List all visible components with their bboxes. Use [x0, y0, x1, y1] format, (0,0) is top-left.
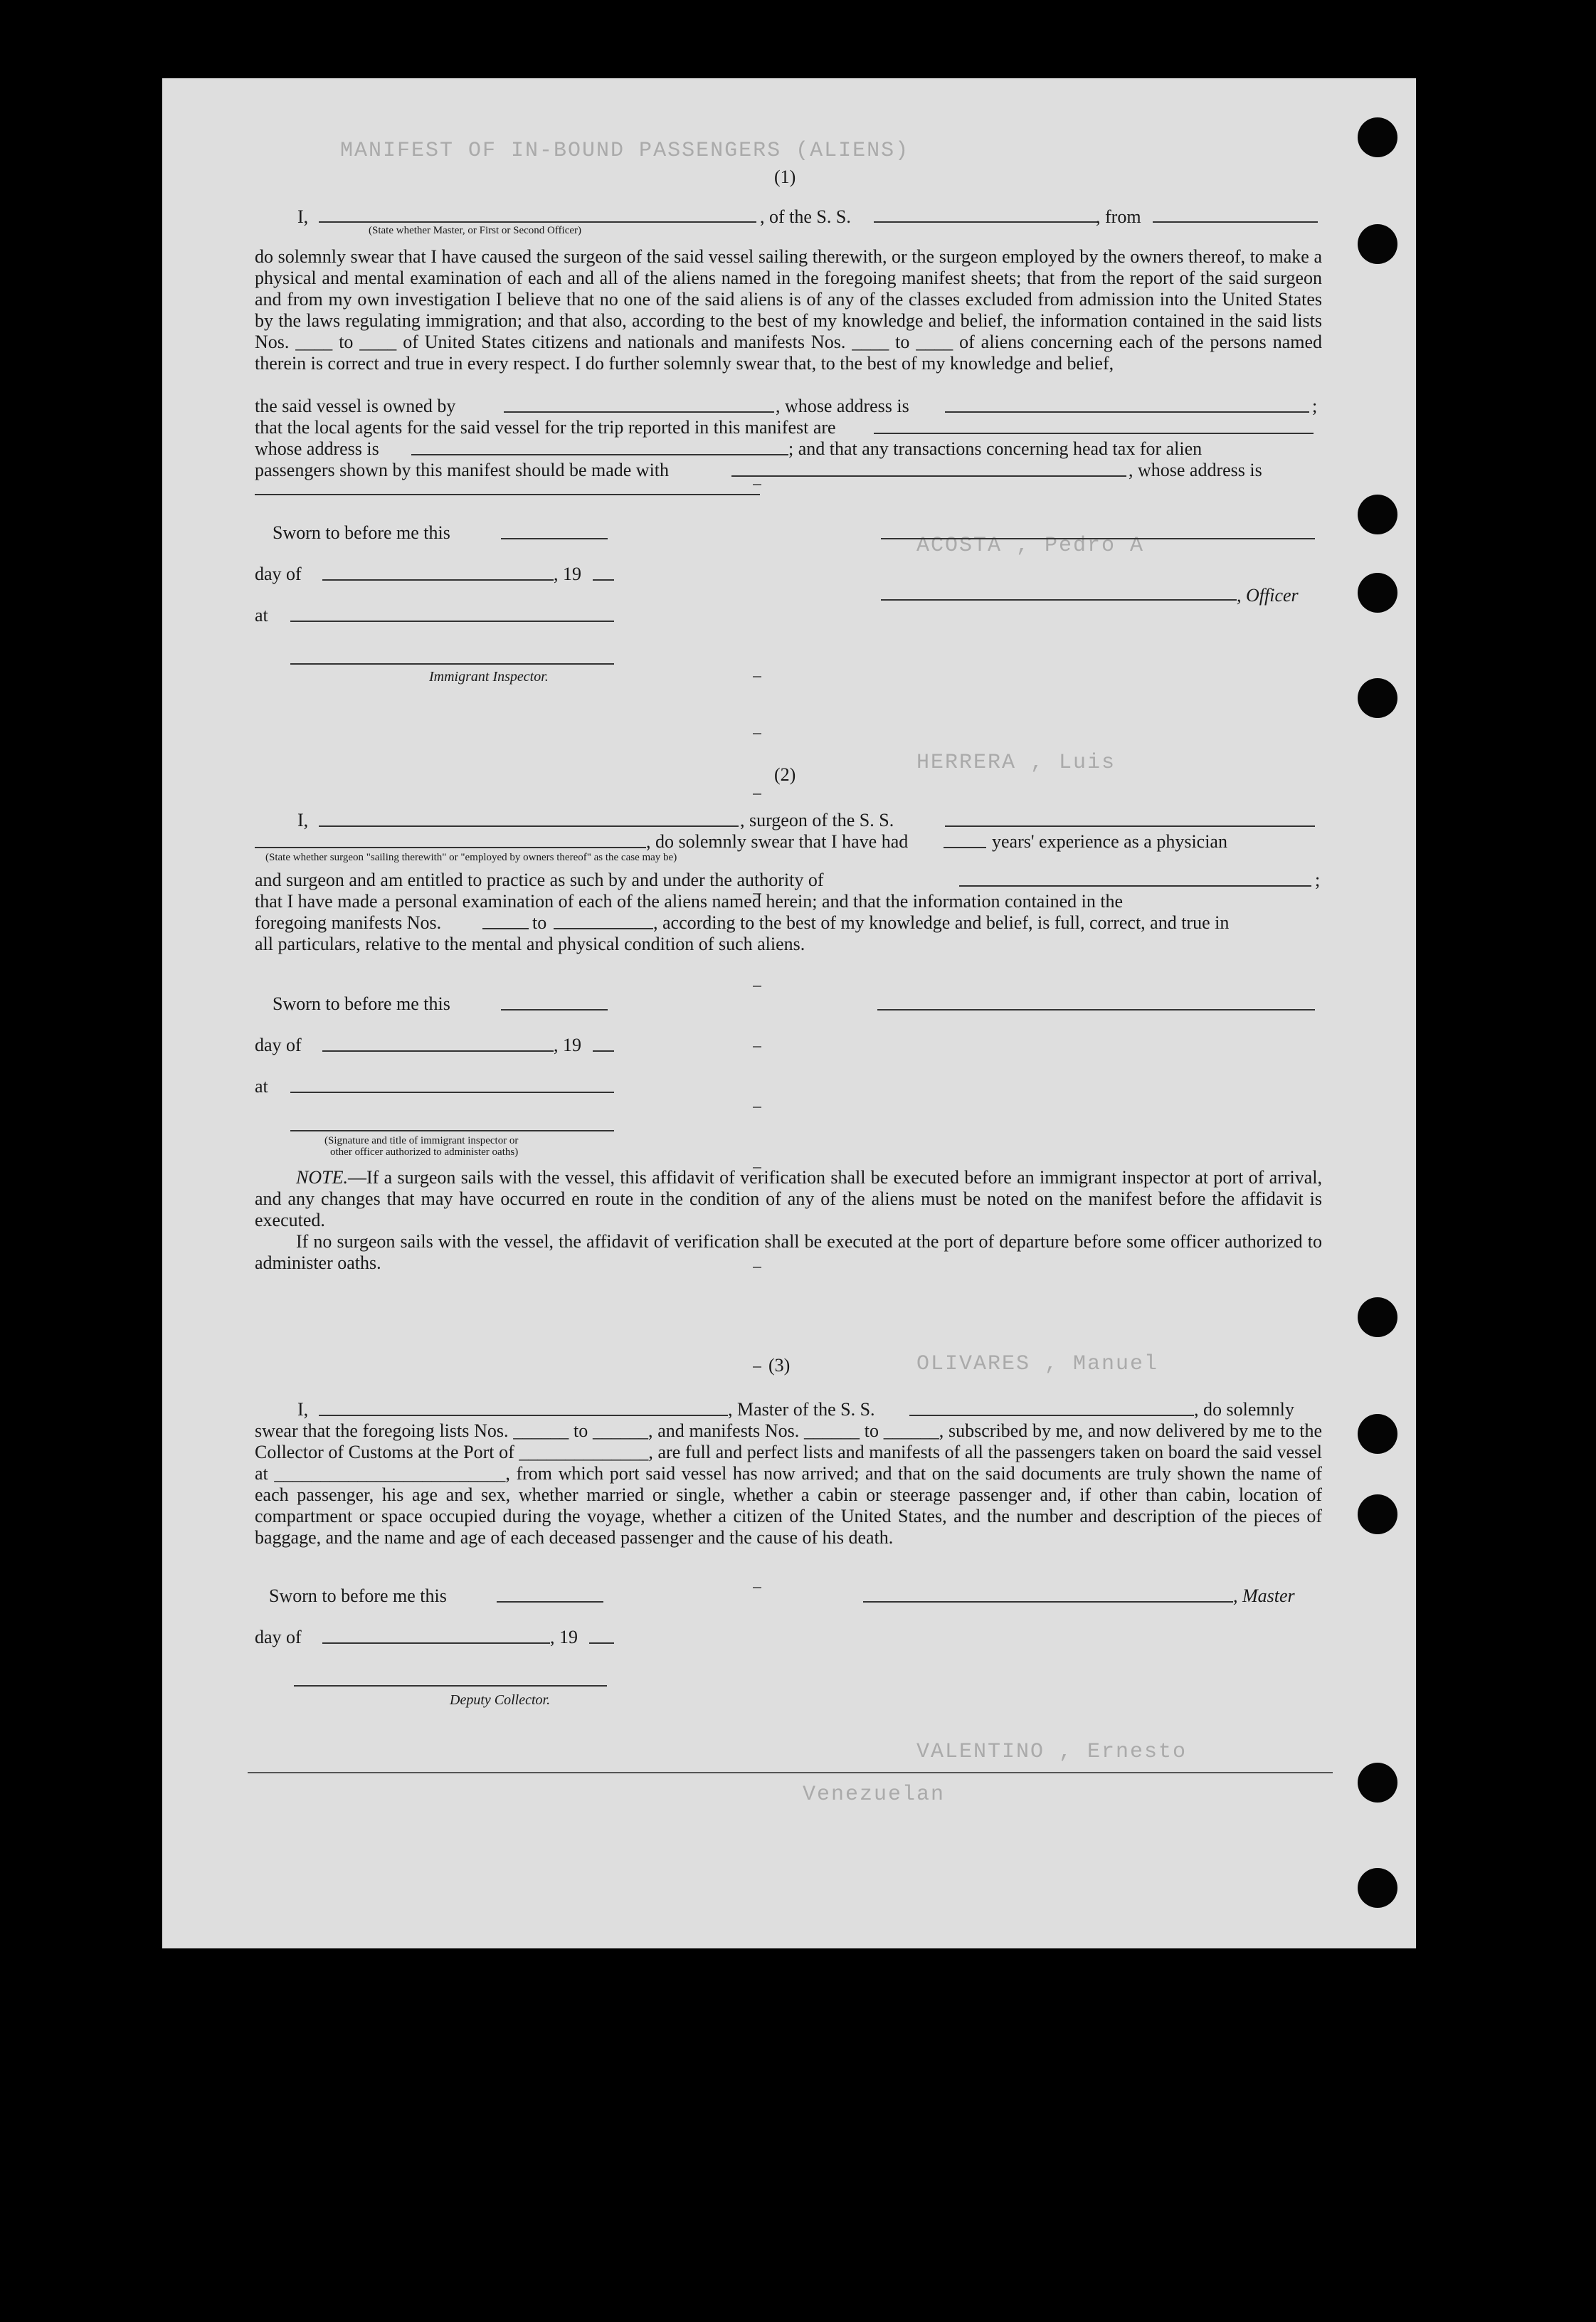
sworn-date-field[interactable] [501, 538, 608, 539]
section-3-oath-text: swear that the foregoing lists Nos. ______ to ______, and manifests Nos. ______ to ______, subscribed by me, and now delivered by me to the Collector of Customs at the Port of ______________, are full and perfect lists and manifests of all the passengers taken on board the said vessel at _________________________, from which port said vessel has now arrived; and that on the said documents are truly shown the name of each passenger, his age and sex, whether married or single, whether a cabin or steerage passenger and, if other than cabin, location of compartment or space occupied during the voyage, whether a citizen of the United States, and the number and description of the pieces of baggage, and the name and age of each deceased passenger and the cause of his death. [255, 1420, 1322, 1548]
practice-authority-label: and surgeon and am entitled to practice as such by and under the authority of [255, 870, 824, 890]
surgeon-signature-field[interactable] [877, 1009, 1315, 1010]
master-of-label: , Master of the S. S. [728, 1399, 875, 1420]
section-1-i: I, [297, 206, 309, 227]
bleed-through-text: OLIVARES , Manuel [916, 1352, 1159, 1376]
whose-address-end-label: , whose address is [1129, 460, 1262, 480]
vessel-name-field[interactable] [874, 221, 1098, 223]
at-label-2: at [255, 1076, 268, 1097]
bleed-through-text: HERRERA , Luis [916, 751, 1116, 775]
head-tax-text: ; and that any transactions concerning head tax for alien [788, 438, 1203, 459]
day-of-field-2[interactable] [322, 1050, 554, 1052]
at-place-field-2[interactable] [290, 1092, 614, 1093]
passengers-label: passengers shown by this manifest should be made with [255, 460, 670, 480]
year-field[interactable] [593, 579, 614, 581]
sworn-date-field-2[interactable] [501, 1009, 608, 1010]
sworn-label: Sworn to before me this [273, 522, 450, 543]
of-ss-label: , of the S. S. [760, 206, 851, 227]
bottom-rule [248, 1772, 1333, 1773]
sworn-label-2: Sworn to before me this [273, 993, 450, 1014]
punch-hole [1358, 117, 1397, 157]
inspector-label: Immigrant Inspector. [429, 669, 549, 685]
deputy-collector-label: Deputy Collector. [450, 1692, 551, 1708]
punch-hole [1358, 1763, 1397, 1803]
sworn-label-3: Sworn to before me this [269, 1585, 447, 1606]
sworn-date-field-3[interactable] [497, 1601, 603, 1603]
officer-name-field[interactable] [319, 221, 756, 223]
punch-hole [1358, 1297, 1397, 1337]
years-experience-field[interactable] [944, 847, 986, 848]
owned-by-label: the said vessel is owned by [255, 396, 456, 416]
master-name-field[interactable] [319, 1415, 728, 1416]
punch-hole [1358, 224, 1397, 264]
day-of-field[interactable] [322, 579, 554, 581]
agents-address-field[interactable] [411, 454, 788, 455]
solemnly-swear-label: , do solemnly swear that I have had [646, 831, 909, 852]
bleed-through-text: ACOSTA , Pedro A [916, 534, 1145, 558]
punch-hole [1358, 573, 1397, 613]
at-place-field[interactable] [290, 621, 614, 622]
year-field-3[interactable] [589, 1642, 614, 1644]
surgeon-of-label: , surgeon of the S. S. [740, 810, 894, 830]
punch-hole [1358, 1494, 1397, 1534]
day-of-label-2: day of [255, 1035, 302, 1055]
examination-text: that I have made a personal examination of each of the aliens named herein; and that the information contained in the [255, 891, 1124, 912]
practice-authority-field[interactable] [959, 885, 1311, 887]
owner-address-field[interactable] [945, 411, 1309, 413]
from-port-field[interactable] [1153, 221, 1318, 223]
verification-note-2: If no surgeon sails with the vessel, the affidavit of verification shall be executed at the port of departure before some officer authorized to administer oaths. [255, 1231, 1322, 1273]
authorized-signature-field[interactable] [290, 1130, 614, 1131]
surgeon-name-field[interactable] [319, 825, 739, 827]
section-2-i: I, [297, 810, 309, 830]
owner-field[interactable] [504, 411, 774, 413]
bleed-through-text: VALENTINO , Ernesto [916, 1740, 1188, 1764]
master-vessel-field[interactable] [909, 1415, 1194, 1416]
signature-note-1: (Signature and title of immigrant inspector or [324, 1135, 519, 1146]
surgeon-status-note: (State whether surgeon "sailing therewith" or "employed by owners thereof" as the case may be) [265, 852, 677, 863]
punch-hole [1358, 678, 1397, 718]
master-label: , Master [1233, 1585, 1295, 1606]
section-3-number: (3) [768, 1355, 791, 1376]
local-agents-label: that the local agents for the said vessel for the trip reported in this manifest are [255, 417, 836, 438]
year-label-3: , 19 [550, 1627, 578, 1647]
particulars-text: all particulars, relative to the mental and physical condition of such aliens. [255, 934, 805, 954]
owner-address-label: , whose address is [776, 396, 909, 416]
note-text-1: —If a surgeon sails with the vessel, this affidavit of verification shall be executed before an immigrant inspector at port of arrival, and any changes that may have occurred en route in the condition of any of the aliens must be noted on the manifest before the affidavit is executed. [255, 1167, 1322, 1230]
officer-signature-field[interactable] [881, 538, 1315, 539]
officer-rank-note: (State whether Master, or First or Second Officer) [369, 225, 582, 236]
manifest-page: MANIFEST OF IN-BOUND PASSENGERS (ALIENS) ACOSTA , Pedro A HERRERA , Luis OLIVARES , Manuel VALENTINO , Ernesto Venezuelan (1) I, , of the S. S. , from (State whether Master, or First or Second Officer) do solemnly swear that I have caused the surgeon of the said vessel sailing therewith, or the surgeon employed by the owners thereof, to make a physical and mental examination of each and all of the aliens named in the foregoing manifest sheets; that from the report of the said surgeon and from my own investigation I believe that no one of the said aliens is of any of the classes excluded from admission into the United States by the laws regulating immigration; and that also, according to the best of my knowledge and belief, the information contained in the said lists Nos. ____ to ____ of United States citizens and nationals and manifests Nos. ____ to ____ of aliens concerning each of the persons named therein is correct and true in every respect. I do further solemnly swear that, to the best of my knowledge and belief, the said vessel is owned by , whose address is ; that the local agents for the said vessel for the trip reported in this manifest are whose address is ; and that any transactions concerning head tax for alien passengers shown by this manifest should be made with , whose address is Sworn to before me this day of , 19 , Officer at Immigrant Inspector. (2) I, , surgeon of the S. S. , do solemnly swear that I have had years' experience as a physician (State whether surgeon "sailing therewith" or "employed by owners thereof" as the case may be) and surgeon and am entitled to practice as such by and under the authority of ; that I have made a personal examination of each of the aliens named herein; and that the information contained in the foregoing manifests Nos. to , according to the best of my knowledge and belief, is full, correct, and true in all particulars, relative to the mental and physical condition of such aliens. Sworn to before me this day of , 19 at (Signature and title of immigrant inspector or other officer authorized to administer oaths) NOTE.—If a surgeon sails with the vessel, this affidavit of verification shall be executed before an immigrant inspector at port of arrival, and any changes that may have occurred en route in the condition of any of the aliens must be noted on the manifest before the affidavit is executed. If no surgeon sails with the vessel, the affidavit of verification shall be executed at the port of departure before some officer authorized to administer oaths. (3) I, , Master of the S. S. , do solemnly swear that the foregoing lists Nos. ______ to ______, and manifests Nos. ______ to ______, subscribed by me, and now delivered by me to the Collector of Customs at the Port of ______________, are full and perfect lists and manifests of all the passengers taken on board the said vessel at _________________________, from which port said vessel has now arrived; and that on the said documents are truly shown the name of each passenger, his age and sex, whether married or single, whether a cabin or steerage passenger and, if other than cabin, location of compartment or space occupied during the voyage, whether a citizen of the United States, and the number and description of the pieces of baggage, and the name and age of each deceased passenger and the cause of his death. Sworn to before me this , Master day of , 19 Deputy Collector. [162, 78, 1416, 1948]
year-field-2[interactable] [593, 1050, 614, 1052]
officer-label: , Officer [1237, 585, 1299, 606]
section-3-i: I, [297, 1399, 309, 1420]
day-of-label-3: day of [255, 1627, 302, 1647]
local-agents-field[interactable] [874, 433, 1314, 434]
surgeon-vessel-field[interactable] [945, 825, 1315, 827]
years-experience-label: years' experience as a physician [992, 831, 1227, 852]
knowledge-text: , according to the best of my knowledge and belief, is full, correct, and true in [653, 912, 1230, 933]
from-label: , from [1096, 206, 1141, 227]
section-1-oath-text: do solemnly swear that I have caused the surgeon of the said vessel sailing therewith, or the surgeon employed by the owners thereof, to make a physical and mental examination of each and all of the aliens named in the foregoing manifest sheets; that from the report of the said surgeon and from my own investigation I believe that no one of the said aliens is of any of the classes excluded from admission into the United States by the laws regulating immigration; and that also, according to the best of my knowledge and belief, the information contained in the said lists Nos. ____ to ____ of United States citizens and nationals and manifests Nos. ____ to ____ of aliens concerning each of the persons named therein is correct and true in every respect. I do further solemnly swear that, to the best of my knowledge and belief, [255, 246, 1322, 374]
collector-signature-field[interactable] [294, 1685, 607, 1687]
manifests-to-label: to [532, 912, 547, 933]
manifests-nos-label: foregoing manifests Nos. [255, 912, 442, 933]
manifests-to-field[interactable] [554, 928, 653, 929]
day-of-label: day of [255, 564, 302, 584]
section-2-number: (2) [774, 764, 796, 785]
head-tax-party-field[interactable] [731, 475, 1126, 477]
do-solemnly-label: , do solemnly [1194, 1399, 1294, 1420]
head-tax-address-field[interactable] [255, 494, 760, 495]
year-label: , 19 [554, 564, 581, 584]
punch-hole [1358, 1414, 1397, 1454]
punch-hole [1358, 495, 1397, 534]
at-label: at [255, 605, 268, 626]
agents-address-label: whose address is [255, 438, 379, 459]
inspector-signature-field[interactable] [290, 663, 614, 665]
note-label: NOTE. [296, 1167, 348, 1188]
officer-title-field[interactable] [881, 599, 1237, 601]
surgeon-status-field[interactable] [255, 847, 646, 848]
bleed-through-text: MANIFEST OF IN-BOUND PASSENGERS (ALIENS) [340, 139, 910, 163]
year-label-2: , 19 [554, 1035, 581, 1055]
signature-note-2: other officer authorized to administer oaths) [330, 1146, 519, 1158]
day-of-field-3[interactable] [322, 1642, 550, 1644]
bleed-through-text: Venezuelan [803, 1783, 946, 1807]
punch-hole [1358, 1868, 1397, 1908]
master-signature-field[interactable] [863, 1601, 1233, 1603]
verification-note [255, 1167, 1322, 1231]
section-1-number: (1) [774, 167, 796, 187]
manifests-from-field[interactable] [482, 928, 529, 929]
